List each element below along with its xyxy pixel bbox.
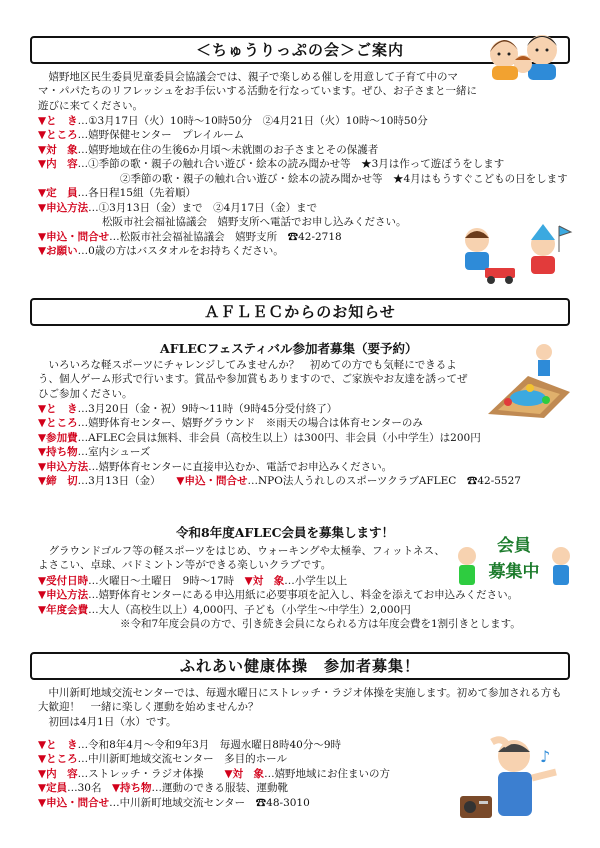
exercise-details — [38, 738, 578, 810]
detail-row: ▼ところ…中川新町地域交流センター 多目的ホール — [38, 753, 287, 766]
detail-row: ▼お願い…0歳の方はバスタオルをお持ちください。 — [38, 245, 284, 258]
detail-row: ▼ところ…嬉野体育センター、嬉野グラウンド ※雨天の場合は体育センターのみ — [38, 417, 423, 430]
detail-row: ▼申込・問合せ…中川新町地域交流センター ☎48-3010 — [38, 796, 310, 809]
detail-row: ▼と き…令和8年4月～令和9年3月 毎週水曜日8時40分～9時 — [38, 739, 342, 751]
detail-row: ▼と き…3月20日（金・祝）9時～11時（9時45分受付終了） — [38, 403, 338, 415]
detail-row: ▼対 象…嬉野地域在住の生後6か月頃～未就園のお子さまとその保護者 — [38, 143, 379, 156]
detail-row: 松阪市社会福祉協議会 嬉野支所へ電話でお申し込みください。 — [102, 216, 407, 229]
detail-row: ※令和7年度会員の方で、引き続き会員になられる方は年度会費を1割引きとします。 — [120, 618, 521, 631]
aflec-member-details — [38, 574, 578, 632]
detail-row: ▼申込方法…①3月13日（金）まで ②4月17日（金）まで — [38, 201, 318, 214]
detail-row: ▼参加費…AFLEC会員は無料、非会員（高校生以上）は300円、非会員（小中学生）は200円 — [38, 431, 481, 444]
detail-row: ▼定員…30名 ▼持ち物…運動のできる服装、運動靴 — [38, 782, 289, 795]
detail-row: ▼受付日時…火曜日～土曜日 9時～17時 ▼対 象…小学生以上 — [38, 575, 348, 587]
aflec-festival-intro: いろいろな軽スポーツにチャレンジしてみませんか？ 初めての方でも気軽にできるよう、個人ゲーム形式で行います。賞品や参加賞もありますので、ご家族やお友達を誘ってぜひご参加ください。 — [38, 359, 468, 400]
detail-row: ▼ところ…嬉野保健センター プレイルーム — [38, 129, 245, 142]
aflec-member-intro: グラウンドゴルフ等の軽スポーツをはじめ、ウォーキングや太極拳、フィットネス、よさこい、卓球、バドミントン等ができる楽しいクラブです。 — [38, 545, 445, 572]
aflec-member-heading: 令和8年度AFLEC会員を募集します！ — [176, 525, 395, 540]
detail-row: ▼定 員…各日程15組（先着順） — [38, 187, 196, 200]
detail-row: ▼年度会費…大人（高校生以上）4,000円、子ども（小学生～中学生）2,000円 — [38, 603, 411, 616]
detail-row: ▼申込方法…嬉野体育センターにある申込用紙に必要事項を記入し、料金を添えてお申込みください。 — [38, 589, 519, 602]
detail-row: ▼内 容…ストレッチ・ラジオ体操 ▼対 象…嬉野地域にお住まいの方 — [38, 767, 391, 780]
badge-text-bottom: 募集中 — [488, 562, 540, 582]
detail-row: ▼締 切…3月13日（金） ▼申込・問合せ…NPO法人うれしのスポーツクラブAFLEC ☎42-5527 — [38, 475, 521, 488]
detail-row: ▼申込・問合せ…松阪市社会福祉協議会 嬉野支所 ☎42-2718 — [38, 230, 342, 243]
section-title-aflec: ＡＦＬＥＣからのお知らせ — [30, 298, 570, 326]
tulip-intro: 嬉野地区民生委員児童委員会協議会では、親子で楽しめる催しを用意して子育て中のママ・パパたちのリフレッシュをお手伝いする活動を行なっています。ぜひ、お子さまと一緒に遊びに来てください。 — [38, 71, 478, 112]
badge-text-top: 会員 — [497, 536, 531, 556]
kids-playing-illustration — [455, 222, 575, 284]
detail-row: ▼持ち物…室内シューズ — [38, 446, 151, 459]
aflec-festival-heading: AFLECフェスティバル参加者募集（要予約） — [160, 341, 418, 356]
detail-row: ②季節の歌・親子の触れ合い遊び・絵本の読み聞かせ等 ★4月はもうすぐこどもの日をします — [120, 172, 568, 185]
detail-row: ▼と き…①3月17日（火）10時～10時50分 ②4月21日（火）10時～10時50分 — [38, 115, 428, 127]
family-illustration — [482, 24, 574, 80]
aflec-festival-details — [38, 402, 578, 489]
exercise-intro: 中川新町地域交流センターでは、毎週水曜日にストレッチ・ラジオ体操を実施します。初めて参加される方も大歓迎！ 一緒に楽しく運動を始めませんか？ 初回は4月1日（水）です。 — [38, 687, 562, 728]
detail-row: ▼内 容…①季節の歌・親子の触れ合い遊び・絵本の読み聞かせ等 ★3月は作って遊ぼうをします — [38, 158, 505, 171]
detail-row: ▼申込方法…嬉野体育センターに直接申込むか、電話でお申込みください。 — [38, 460, 393, 473]
section-title-exercise: ふれあい健康体操 参加者募集！ — [30, 652, 570, 680]
svg-text:♪: ♪ — [540, 747, 551, 766]
section-title-tulip: ＜ちゅうりっぷの会＞ご案内 — [30, 36, 570, 64]
